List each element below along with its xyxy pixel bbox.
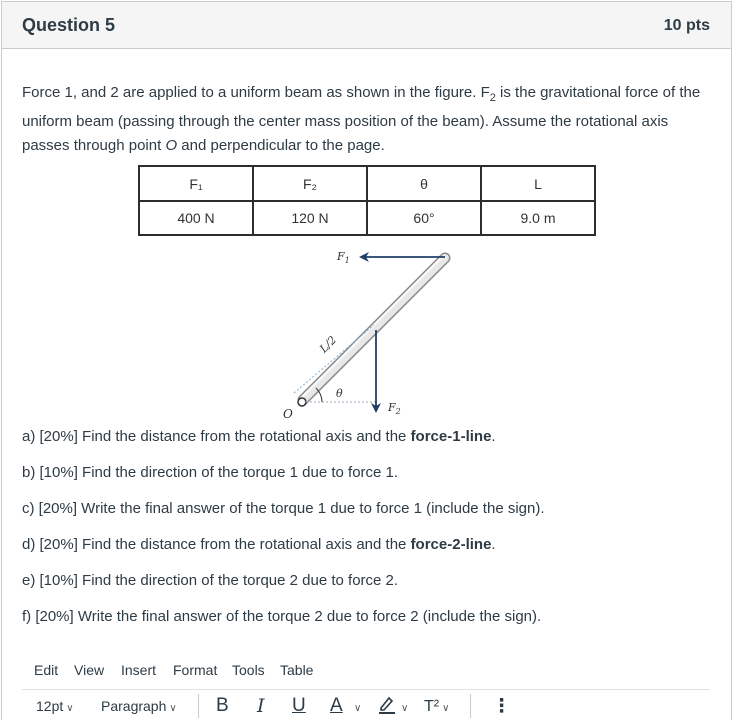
menu-table[interactable]: Table: [280, 662, 314, 678]
question-header: [2, 2, 731, 49]
highlight-button[interactable]: [378, 695, 396, 718]
table-cell: 120 N: [253, 201, 367, 235]
beam-figure: [270, 243, 470, 423]
table-header-row: [139, 166, 595, 201]
table-cell: 9.0 m: [481, 201, 595, 235]
chevron-down-icon: ∨: [442, 703, 450, 714]
pivot-label: O: [283, 407, 293, 421]
menu-view[interactable]: View: [74, 662, 105, 678]
block-format-select[interactable]: Paragraph ∨: [101, 698, 177, 714]
given-values-table: [138, 165, 596, 236]
chevron-down-icon: ∨: [169, 703, 177, 714]
chevron-down-icon: ∨: [401, 703, 409, 714]
editor-toolbar: [22, 692, 710, 720]
force-2-label: $F_2$: [388, 401, 401, 416]
table-cell: L: [481, 166, 595, 201]
theta-label: θ: [336, 387, 343, 400]
pivot-point: [298, 398, 306, 406]
half-length-dimension: [294, 325, 374, 393]
highlight-chevron[interactable]: [398, 698, 408, 714]
bold-button[interactable]: B: [216, 695, 229, 716]
menu-insert[interactable]: Insert: [121, 662, 157, 678]
underline-button[interactable]: U: [292, 695, 306, 716]
text-color-chevron[interactable]: [351, 698, 361, 714]
chevron-down-icon: ∨: [66, 703, 74, 714]
table-cell: 400 N: [139, 201, 253, 235]
table-row: [139, 201, 595, 235]
table-cell: F₁: [139, 166, 253, 201]
sub-question-e: e) [10%] Find the direction of the torque 2 due to force 2.: [22, 572, 399, 589]
sub-question-c: c) [20%] Write the final answer of the torque 1 due to force 1 (include the sign).: [22, 500, 545, 517]
sub-question-a: a) [20%] Find the distance from the rotational axis and the force-1-line.: [22, 428, 496, 445]
force-1-label: $F_1$: [337, 250, 350, 265]
toolbar-divider: [198, 694, 199, 718]
more-options-icon[interactable]: ⋮: [492, 696, 511, 717]
sub-question-d: d) [20%] Find the distance from the rotational axis and the force-2-line.: [22, 536, 496, 553]
table-cell: F₂: [253, 166, 367, 201]
font-size-select[interactable]: 12pt ∨: [36, 698, 74, 714]
sub-question-b: b) [10%] Find the direction of the torque 1 due to force 1.: [22, 464, 399, 481]
sub-questions: [22, 425, 545, 641]
highlighter-icon: [378, 695, 396, 715]
question-text: Force 1, and 2 are applied to a uniform beam as shown in the figure. $F_2$ is the gravitational force of the uniform beam (passing through the center mass position of the beam). Assume the rotational axis passes through point O and perpendicular to the page.: [22, 84, 701, 154]
text-color-button[interactable]: A: [330, 695, 343, 716]
half-length-label: L/2: [317, 333, 340, 356]
chevron-down-icon: ∨: [354, 703, 362, 714]
sub-question-f: f) [20%] Write the final answer of the torque 2 due to force 2 (include the sign).: [22, 608, 542, 625]
menu-edit[interactable]: Edit: [34, 662, 59, 678]
editor-menubar: [22, 660, 710, 690]
toolbar-divider: [470, 694, 471, 718]
superscript-button[interactable]: T² ∨: [424, 698, 450, 715]
menu-format[interactable]: Format: [173, 662, 218, 678]
table-cell: 60°: [367, 201, 481, 235]
question-title: Question 5: [22, 15, 116, 35]
menu-tools[interactable]: Tools: [232, 662, 265, 678]
table-cell: θ: [367, 166, 481, 201]
question-points: 10 pts: [663, 17, 710, 34]
italic-button[interactable]: I: [257, 695, 265, 717]
